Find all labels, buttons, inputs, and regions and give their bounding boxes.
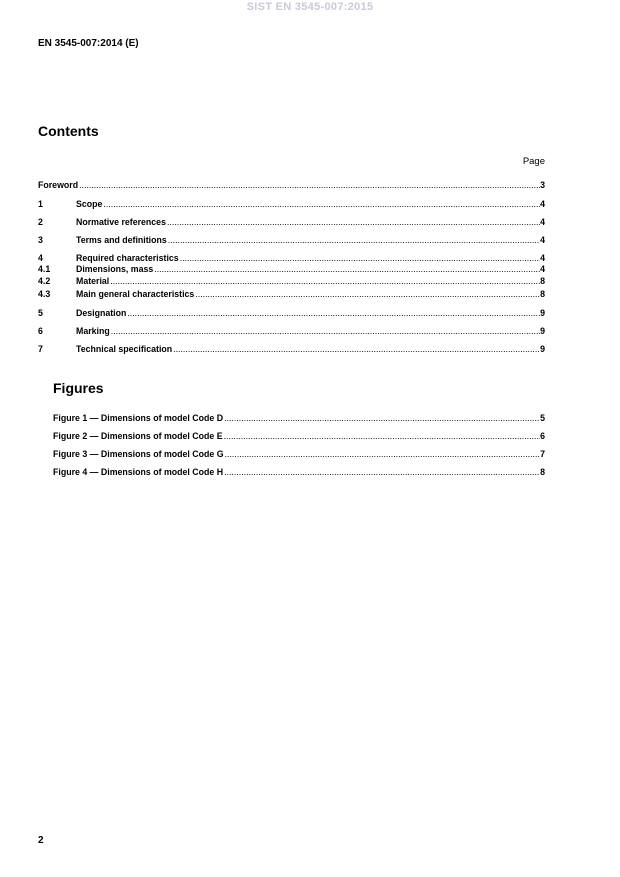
watermark-text: SIST EN 3545-007:2015	[246, 1, 374, 13]
dot-leader	[110, 276, 540, 287]
figure-entry-title: Figure 3 — Dimensions of model Code G	[53, 449, 224, 459]
toc-entry-title: Main general characteristics	[76, 289, 195, 299]
toc-entry-number: 4.1	[38, 264, 51, 274]
toc-entry-number: 4	[38, 253, 43, 263]
figure-entry-4[interactable]	[53, 467, 545, 478]
dot-leader	[224, 467, 540, 478]
toc-entry-number: 3	[38, 235, 43, 245]
dot-leader	[154, 264, 540, 275]
figure-entry-3[interactable]	[53, 449, 545, 460]
toc-entry-page: 9	[540, 308, 545, 318]
toc-entry-dimensions-mass[interactable]	[38, 264, 545, 275]
toc-entry-title: Normative references	[76, 217, 166, 227]
toc-entry-page: 4	[540, 199, 545, 209]
toc-entry-title: Marking	[76, 326, 110, 336]
figure-entry-title: Figure 1 — Dimensions of model Code D	[53, 413, 224, 423]
dot-leader	[224, 413, 540, 424]
figure-entry-title: Figure 4 — Dimensions of model Code H	[53, 467, 224, 477]
dot-leader	[111, 326, 540, 337]
dot-leader	[103, 199, 540, 210]
dot-leader	[224, 431, 540, 442]
toc-entry-page: 8	[540, 289, 545, 299]
toc-entry-designation[interactable]	[38, 308, 545, 319]
figure-entry-page: 8	[540, 467, 545, 477]
toc-entry-title: Designation	[76, 308, 127, 318]
figure-entry-title: Figure 2 — Dimensions of model Code E	[53, 431, 223, 441]
dot-leader	[127, 308, 540, 319]
toc-entry-number: 5	[38, 308, 43, 318]
toc-entry-number: 4.2	[38, 276, 51, 286]
toc-entry-title: Foreword	[38, 180, 79, 190]
dot-leader	[167, 217, 540, 228]
toc-entry-title: Dimensions, mass	[76, 264, 154, 274]
toc-entry-page: 4	[540, 235, 545, 245]
toc-entry-title: Material	[76, 276, 110, 286]
figure-entry-page: 6	[540, 431, 545, 441]
toc-entry-number: 4.3	[38, 289, 51, 299]
toc-entry-page: 4	[540, 253, 545, 263]
toc-entry-normative-references[interactable]	[38, 217, 545, 228]
toc-entry-page: 4	[540, 264, 545, 274]
toc-entry-title: Terms and definitions	[76, 235, 167, 245]
toc-entry-title: Required characteristics	[76, 253, 179, 263]
toc-entry-foreword[interactable]	[38, 180, 545, 191]
dot-leader	[168, 235, 540, 246]
toc-entry-page: 9	[540, 344, 545, 354]
dot-leader	[225, 449, 541, 460]
document-identifier: EN 3545-007:2014 (E)	[38, 38, 139, 49]
contents-heading: Contents	[38, 123, 99, 139]
toc-entry-page: 9	[540, 326, 545, 336]
dot-leader	[180, 253, 540, 264]
toc-entry-title: Scope	[76, 199, 103, 209]
toc-entry-page: 4	[540, 217, 545, 227]
figure-entry-2[interactable]	[53, 431, 545, 442]
toc-entry-main-general-characteristics[interactable]	[38, 289, 545, 300]
toc-entry-required-characteristics[interactable]	[38, 253, 545, 264]
toc-entry-title: Technical specification	[76, 344, 173, 354]
figures-heading: Figures	[53, 380, 104, 396]
toc-entry-number: 6	[38, 326, 43, 336]
dot-leader	[79, 180, 540, 191]
toc-entry-scope[interactable]	[38, 199, 545, 210]
toc-entry-number: 2	[38, 217, 43, 227]
page-number: 2	[38, 835, 44, 846]
figure-entry-page: 5	[540, 413, 545, 423]
toc-entry-marking[interactable]	[38, 326, 545, 337]
toc-entry-material[interactable]	[38, 276, 545, 287]
toc-entry-number: 7	[38, 344, 43, 354]
toc-entry-terms-and-definitions[interactable]	[38, 235, 545, 246]
figure-entry-page: 7	[540, 449, 545, 459]
toc-entry-technical-specification[interactable]	[38, 344, 545, 355]
toc-entry-page: 3	[540, 180, 545, 190]
toc-entry-page: 8	[540, 276, 545, 286]
figure-entry-1[interactable]	[53, 413, 545, 424]
dot-leader	[173, 344, 540, 355]
toc-entry-number: 1	[38, 199, 43, 209]
dot-leader	[195, 289, 540, 300]
page-column-label: Page	[522, 156, 545, 167]
